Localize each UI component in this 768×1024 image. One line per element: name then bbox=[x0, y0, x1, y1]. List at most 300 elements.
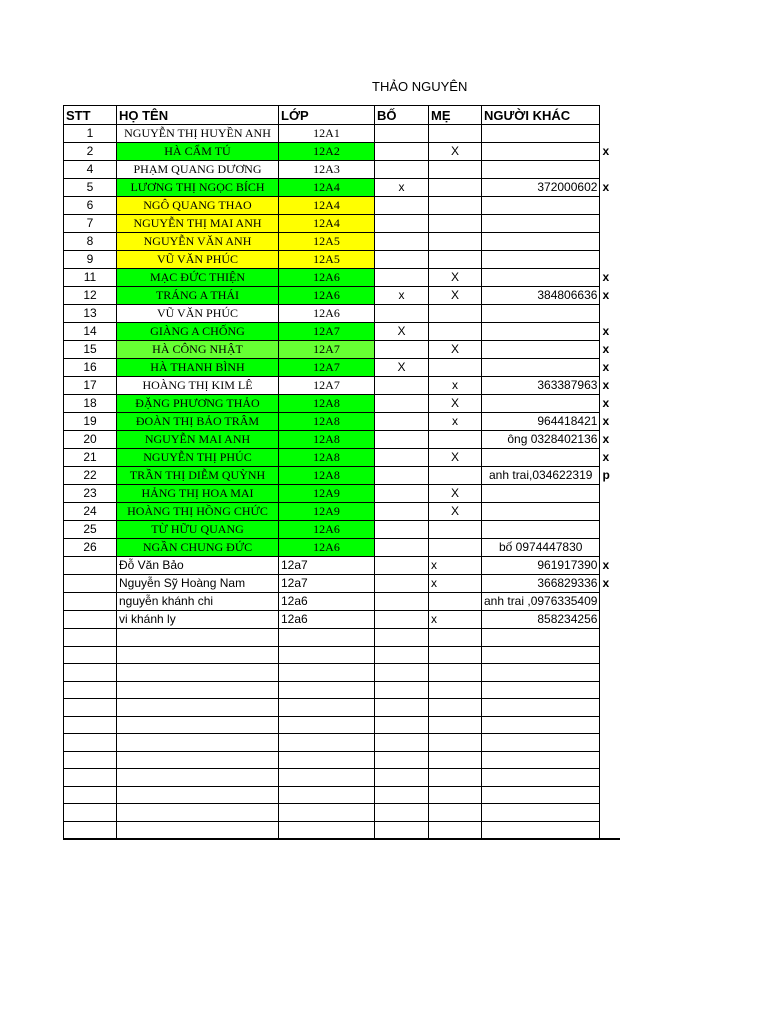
student-table bbox=[63, 105, 620, 840]
stt-cell: 13 bbox=[64, 305, 117, 323]
class-cell: 12A8 bbox=[279, 449, 375, 467]
class-cell: 12a6 bbox=[279, 611, 375, 629]
empty-row bbox=[64, 629, 620, 647]
note-mark: x bbox=[602, 360, 610, 374]
empty-cell bbox=[600, 804, 620, 822]
father-cell: x bbox=[375, 179, 429, 197]
empty-cell bbox=[375, 664, 429, 682]
empty-cell bbox=[600, 629, 620, 647]
name-cell: LƯƠNG THỊ NGỌC BÍCH bbox=[117, 179, 279, 197]
header-ext bbox=[600, 106, 620, 125]
father-cell bbox=[375, 251, 429, 269]
note-mark bbox=[600, 503, 620, 521]
name-cell: HẢNG THỊ HOA MAI bbox=[117, 485, 279, 503]
stt-cell: 24 bbox=[64, 503, 117, 521]
other-cell bbox=[482, 395, 600, 413]
mother-cell: x bbox=[429, 557, 482, 575]
name-cell: NGUYỄN THỊ HUYỀN ANH bbox=[117, 125, 279, 143]
empty-cell bbox=[279, 681, 375, 699]
class-cell: 12A8 bbox=[279, 413, 375, 431]
empty-cell bbox=[64, 821, 117, 839]
mother-cell bbox=[429, 593, 482, 611]
mother-cell bbox=[429, 305, 482, 323]
name-cell: TỪ HỮU QUANG bbox=[117, 521, 279, 539]
other-cell bbox=[482, 161, 600, 179]
empty-cell bbox=[482, 786, 600, 804]
table-row bbox=[64, 305, 620, 323]
mother-cell bbox=[429, 197, 482, 215]
stt-cell: 4 bbox=[64, 161, 117, 179]
class-cell: 12A6 bbox=[279, 269, 375, 287]
stt-cell: 18 bbox=[64, 395, 117, 413]
empty-cell bbox=[117, 629, 279, 647]
class-cell: 12A5 bbox=[279, 233, 375, 251]
empty-cell bbox=[117, 769, 279, 787]
father-cell bbox=[375, 557, 429, 575]
empty-cell bbox=[482, 664, 600, 682]
stt-cell: 20 bbox=[64, 431, 117, 449]
empty-cell bbox=[429, 716, 482, 734]
note-mark: x bbox=[602, 576, 610, 590]
empty-row bbox=[64, 699, 620, 717]
class-cell: 12a7 bbox=[279, 557, 375, 575]
stt-cell: 17 bbox=[64, 377, 117, 395]
father-cell bbox=[375, 197, 429, 215]
note-mark: x bbox=[602, 270, 610, 284]
stt-cell: 22 bbox=[64, 467, 117, 485]
stt-cell: 16 bbox=[64, 359, 117, 377]
empty-cell bbox=[482, 751, 600, 769]
empty-cell bbox=[64, 646, 117, 664]
empty-cell bbox=[64, 804, 117, 822]
table-row bbox=[64, 575, 620, 593]
mother-cell bbox=[429, 251, 482, 269]
empty-cell bbox=[375, 804, 429, 822]
class-cell: 12A4 bbox=[279, 197, 375, 215]
empty-cell bbox=[117, 699, 279, 717]
name-cell: VŨ VĂN PHÚC bbox=[117, 305, 279, 323]
empty-cell bbox=[375, 716, 429, 734]
stt-cell: 15 bbox=[64, 341, 117, 359]
note-mark bbox=[600, 611, 620, 629]
table-row bbox=[64, 467, 620, 485]
other-cell: 384806636 bbox=[482, 287, 600, 305]
empty-cell bbox=[64, 734, 117, 752]
empty-cell bbox=[600, 734, 620, 752]
empty-cell bbox=[600, 664, 620, 682]
stt-cell: 7 bbox=[64, 215, 117, 233]
note-mark bbox=[600, 125, 620, 143]
empty-cell bbox=[64, 716, 117, 734]
stt-cell: 5 bbox=[64, 179, 117, 197]
name-cell: NGUYỄN THỊ PHÚC bbox=[117, 449, 279, 467]
mother-cell: X bbox=[429, 485, 482, 503]
empty-cell bbox=[279, 646, 375, 664]
table-row bbox=[64, 143, 620, 161]
table-row bbox=[64, 557, 620, 575]
empty-cell bbox=[117, 716, 279, 734]
father-cell bbox=[375, 233, 429, 251]
name-cell: vi khánh ly bbox=[117, 611, 279, 629]
table-row bbox=[64, 593, 620, 611]
table-row bbox=[64, 611, 620, 629]
name-cell: HÀ CẨM TÚ bbox=[117, 143, 279, 161]
name-cell: HOÀNG THỊ KIM LÊ bbox=[117, 377, 279, 395]
header-mother: MẸ bbox=[429, 106, 482, 125]
class-cell: 12A1 bbox=[279, 125, 375, 143]
name-cell: TRÁNG A THÁI bbox=[117, 287, 279, 305]
father-cell bbox=[375, 575, 429, 593]
table-row bbox=[64, 485, 620, 503]
name-cell: ĐẶNG PHƯƠNG THẢO bbox=[117, 395, 279, 413]
mother-cell: X bbox=[429, 143, 482, 161]
other-cell bbox=[482, 323, 600, 341]
table-row bbox=[64, 377, 620, 395]
other-cell: bố 0974447830 bbox=[482, 539, 600, 557]
empty-cell bbox=[482, 734, 600, 752]
empty-cell bbox=[375, 646, 429, 664]
table-row bbox=[64, 323, 620, 341]
empty-cell bbox=[375, 751, 429, 769]
empty-cell bbox=[64, 699, 117, 717]
class-cell: 12A2 bbox=[279, 143, 375, 161]
stt-cell: 23 bbox=[64, 485, 117, 503]
other-cell bbox=[482, 233, 600, 251]
note-mark: x bbox=[602, 378, 610, 392]
empty-cell bbox=[600, 646, 620, 664]
note-mark: x bbox=[602, 432, 610, 446]
name-cell: PHẠM QUANG DƯƠNG bbox=[117, 161, 279, 179]
name-cell: nguyễn khánh chi bbox=[117, 593, 279, 611]
stt-cell: 2 bbox=[64, 143, 117, 161]
mother-cell: x bbox=[429, 413, 482, 431]
header-row bbox=[64, 106, 620, 125]
table-row bbox=[64, 359, 620, 377]
name-cell: HÀ CÔNG NHẬT bbox=[117, 341, 279, 359]
note-mark: x bbox=[602, 180, 610, 194]
mother-cell bbox=[429, 215, 482, 233]
mother-cell bbox=[429, 179, 482, 197]
mother-cell: x bbox=[429, 377, 482, 395]
name-cell: Đỗ Văn Bảo bbox=[117, 557, 279, 575]
empty-cell bbox=[375, 629, 429, 647]
empty-cell bbox=[279, 699, 375, 717]
name-cell: NGUYỄN VĂN ANH bbox=[117, 233, 279, 251]
other-cell: ông 0328402136 bbox=[482, 431, 600, 449]
mother-cell: X bbox=[429, 287, 482, 305]
name-cell: HÀ THANH BÌNH bbox=[117, 359, 279, 377]
mother-cell: X bbox=[429, 341, 482, 359]
empty-row bbox=[64, 664, 620, 682]
father-cell bbox=[375, 143, 429, 161]
other-cell: 363387963 bbox=[482, 377, 600, 395]
name-cell: NGÔ QUANG THAO bbox=[117, 197, 279, 215]
other-cell: 858234256 bbox=[482, 611, 600, 629]
other-cell bbox=[482, 125, 600, 143]
other-cell bbox=[482, 251, 600, 269]
note-mark: x bbox=[602, 288, 610, 302]
header-father: BỐ bbox=[375, 106, 429, 125]
empty-cell bbox=[279, 629, 375, 647]
empty-cell bbox=[279, 734, 375, 752]
father-cell: x bbox=[375, 287, 429, 305]
empty-cell bbox=[600, 821, 620, 839]
class-cell: 12A8 bbox=[279, 431, 375, 449]
other-cell bbox=[482, 341, 600, 359]
stt-cell: 26 bbox=[64, 539, 117, 557]
empty-row bbox=[64, 769, 620, 787]
mother-cell: X bbox=[429, 395, 482, 413]
father-cell bbox=[375, 611, 429, 629]
empty-row bbox=[64, 751, 620, 769]
empty-cell bbox=[429, 664, 482, 682]
mother-cell bbox=[429, 359, 482, 377]
empty-cell bbox=[482, 681, 600, 699]
father-cell bbox=[375, 161, 429, 179]
header-name: HỌ TÊN bbox=[117, 106, 279, 125]
table-row bbox=[64, 503, 620, 521]
father-cell bbox=[375, 485, 429, 503]
empty-cell bbox=[429, 786, 482, 804]
empty-cell bbox=[482, 804, 600, 822]
stt-cell bbox=[64, 593, 117, 611]
other-cell: anh trai,034622319 bbox=[482, 467, 600, 485]
stt-cell: 19 bbox=[64, 413, 117, 431]
empty-cell bbox=[482, 716, 600, 734]
mother-cell bbox=[429, 161, 482, 179]
empty-cell bbox=[375, 786, 429, 804]
other-cell bbox=[482, 197, 600, 215]
note-mark bbox=[600, 161, 620, 179]
name-cell: GIÀNG A CHỐNG bbox=[117, 323, 279, 341]
empty-cell bbox=[429, 681, 482, 699]
note-mark: x bbox=[602, 324, 610, 338]
empty-cell bbox=[64, 769, 117, 787]
father-cell bbox=[375, 449, 429, 467]
note-mark: p bbox=[602, 468, 610, 482]
mother-cell bbox=[429, 233, 482, 251]
table-row bbox=[64, 413, 620, 431]
empty-cell bbox=[429, 699, 482, 717]
empty-cell bbox=[117, 646, 279, 664]
empty-cell bbox=[429, 821, 482, 839]
name-cell: NGUYỄN THỊ MAI ANH bbox=[117, 215, 279, 233]
empty-cell bbox=[429, 734, 482, 752]
class-cell: 12A4 bbox=[279, 215, 375, 233]
empty-cell bbox=[64, 751, 117, 769]
name-cell: Nguyễn Sỹ Hoàng Nam bbox=[117, 575, 279, 593]
empty-row bbox=[64, 804, 620, 822]
empty-cell bbox=[279, 769, 375, 787]
empty-cell bbox=[64, 786, 117, 804]
name-cell: TRẦN THỊ DIỄM QUỲNH bbox=[117, 467, 279, 485]
empty-cell bbox=[375, 734, 429, 752]
empty-cell bbox=[600, 681, 620, 699]
empty-cell bbox=[375, 681, 429, 699]
note-mark bbox=[600, 197, 620, 215]
father-cell bbox=[375, 341, 429, 359]
father-cell bbox=[375, 503, 429, 521]
empty-cell bbox=[600, 769, 620, 787]
class-cell: 12A9 bbox=[279, 503, 375, 521]
empty-cell bbox=[600, 716, 620, 734]
empty-cell bbox=[429, 804, 482, 822]
empty-cell bbox=[482, 629, 600, 647]
mother-cell bbox=[429, 467, 482, 485]
other-cell bbox=[482, 503, 600, 521]
class-cell: 12A8 bbox=[279, 395, 375, 413]
table-row bbox=[64, 539, 620, 557]
empty-row bbox=[64, 716, 620, 734]
father-cell bbox=[375, 539, 429, 557]
father-cell bbox=[375, 215, 429, 233]
header-stt: STT bbox=[64, 106, 117, 125]
table-row bbox=[64, 197, 620, 215]
class-cell: 12A4 bbox=[279, 179, 375, 197]
empty-cell bbox=[117, 821, 279, 839]
other-cell: 366829336 bbox=[482, 575, 600, 593]
empty-row bbox=[64, 734, 620, 752]
name-cell: NGUYỄN MAI ANH bbox=[117, 431, 279, 449]
other-cell bbox=[482, 359, 600, 377]
note-mark: x bbox=[602, 342, 610, 356]
empty-cell bbox=[600, 786, 620, 804]
stt-cell: 8 bbox=[64, 233, 117, 251]
note-mark bbox=[600, 521, 620, 539]
class-cell: 12A8 bbox=[279, 467, 375, 485]
empty-cell bbox=[279, 664, 375, 682]
class-cell: 12A7 bbox=[279, 341, 375, 359]
table-row bbox=[64, 521, 620, 539]
class-cell: 12A6 bbox=[279, 305, 375, 323]
table-row bbox=[64, 431, 620, 449]
name-cell: HOÀNG THỊ HỒNG CHỨC bbox=[117, 503, 279, 521]
name-cell: VŨ VĂN PHÚC bbox=[117, 251, 279, 269]
other-cell bbox=[482, 521, 600, 539]
note-mark: x bbox=[602, 396, 610, 410]
empty-cell bbox=[117, 786, 279, 804]
stt-cell: 12 bbox=[64, 287, 117, 305]
father-cell bbox=[375, 413, 429, 431]
empty-row bbox=[64, 821, 620, 839]
table-row bbox=[64, 287, 620, 305]
mother-cell: X bbox=[429, 269, 482, 287]
father-cell bbox=[375, 305, 429, 323]
sheet-title: THẢO NGUYÊN bbox=[372, 79, 468, 94]
note-mark bbox=[600, 485, 620, 503]
note-mark bbox=[600, 539, 620, 557]
table-row bbox=[64, 125, 620, 143]
empty-cell bbox=[279, 821, 375, 839]
father-cell bbox=[375, 269, 429, 287]
mother-cell bbox=[429, 323, 482, 341]
empty-cell bbox=[375, 769, 429, 787]
class-cell: 12A5 bbox=[279, 251, 375, 269]
empty-cell bbox=[279, 786, 375, 804]
empty-cell bbox=[375, 821, 429, 839]
class-cell: 12A6 bbox=[279, 287, 375, 305]
mother-cell: x bbox=[429, 575, 482, 593]
empty-cell bbox=[279, 716, 375, 734]
father-cell bbox=[375, 593, 429, 611]
class-cell: 12A7 bbox=[279, 323, 375, 341]
stt-cell: 21 bbox=[64, 449, 117, 467]
other-cell bbox=[482, 215, 600, 233]
mother-cell bbox=[429, 521, 482, 539]
empty-cell bbox=[482, 646, 600, 664]
name-cell: NGẦN CHUNG ĐỨC bbox=[117, 539, 279, 557]
note-mark bbox=[600, 215, 620, 233]
mother-cell bbox=[429, 431, 482, 449]
stt-cell bbox=[64, 575, 117, 593]
stt-cell: 6 bbox=[64, 197, 117, 215]
mother-cell: x bbox=[429, 611, 482, 629]
table-row bbox=[64, 161, 620, 179]
class-cell: 12A3 bbox=[279, 161, 375, 179]
empty-cell bbox=[429, 751, 482, 769]
empty-row bbox=[64, 786, 620, 804]
father-cell bbox=[375, 467, 429, 485]
note-mark bbox=[600, 251, 620, 269]
table-row bbox=[64, 251, 620, 269]
stt-cell: 14 bbox=[64, 323, 117, 341]
empty-cell bbox=[279, 804, 375, 822]
class-cell: 12A7 bbox=[279, 359, 375, 377]
other-cell: 964418421 bbox=[482, 413, 600, 431]
class-cell: 12A6 bbox=[279, 539, 375, 557]
empty-cell bbox=[482, 821, 600, 839]
table-row bbox=[64, 449, 620, 467]
table-row bbox=[64, 215, 620, 233]
class-cell: 12a7 bbox=[279, 575, 375, 593]
table-row bbox=[64, 179, 620, 197]
father-cell: X bbox=[375, 359, 429, 377]
note-mark bbox=[600, 305, 620, 323]
empty-cell bbox=[429, 646, 482, 664]
table-row bbox=[64, 341, 620, 359]
empty-cell bbox=[64, 664, 117, 682]
empty-cell bbox=[64, 681, 117, 699]
stt-cell bbox=[64, 557, 117, 575]
empty-cell bbox=[482, 699, 600, 717]
note-mark: x bbox=[602, 450, 610, 464]
other-cell bbox=[482, 449, 600, 467]
empty-cell bbox=[117, 751, 279, 769]
mother-cell bbox=[429, 125, 482, 143]
other-cell: anh trai ,0976335409 bbox=[482, 593, 600, 611]
mother-cell bbox=[429, 539, 482, 557]
stt-cell bbox=[64, 611, 117, 629]
table-row bbox=[64, 395, 620, 413]
empty-cell bbox=[117, 734, 279, 752]
empty-cell bbox=[429, 629, 482, 647]
name-cell: MẠC ĐỨC THIỆN bbox=[117, 269, 279, 287]
empty-cell bbox=[64, 629, 117, 647]
father-cell bbox=[375, 377, 429, 395]
name-cell: ĐOÀN THỊ BẢO TRÂM bbox=[117, 413, 279, 431]
father-cell bbox=[375, 431, 429, 449]
stt-cell: 1 bbox=[64, 125, 117, 143]
stt-cell: 11 bbox=[64, 269, 117, 287]
header-class: LỚP bbox=[279, 106, 375, 125]
class-cell: 12A9 bbox=[279, 485, 375, 503]
table-row bbox=[64, 269, 620, 287]
empty-cell bbox=[429, 769, 482, 787]
class-cell: 12A6 bbox=[279, 521, 375, 539]
note-mark: x bbox=[602, 558, 610, 572]
header-other: NGƯỜI KHÁC bbox=[482, 106, 600, 125]
father-cell: X bbox=[375, 323, 429, 341]
